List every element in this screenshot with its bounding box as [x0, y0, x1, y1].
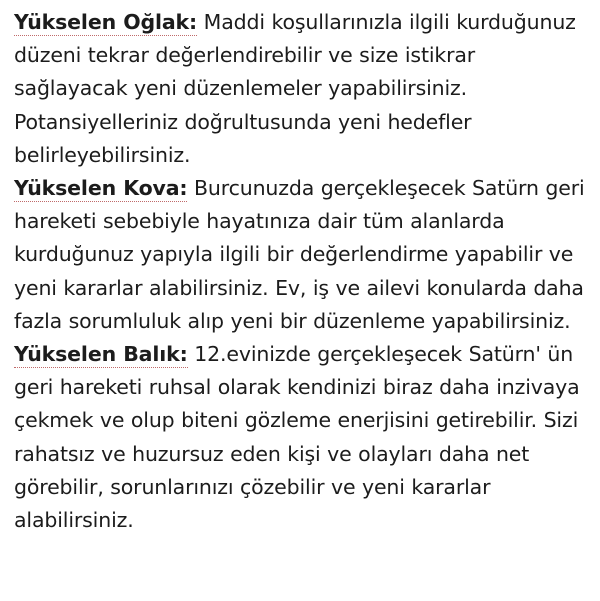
paragraph-heading-aquarius: Yükselen Kova: [14, 176, 188, 201]
paragraph-body-capricorn: Maddi koşullarınızla ilgili kurduğunuz düzeni tekrar değerlendirebilir ve size istikrar sağlayacak yeni düzenlemeler yapabilirsiniz. Potansiyelleriniz doğrultusunda yeni hedefler belirleyebilirsiniz. [14, 10, 576, 167]
paragraph-heading-pisces: Yükselen Balık: [14, 342, 188, 367]
paragraph-body-pisces: 12.evinizde gerçekleşecek Satürn' ün geri hareketi ruhsal olarak kendinizi biraz daha inzivaya çekmek ve olup biteni gözleme enerjisini getirebilir. Sizi rahatsız ve huzursuz eden kişi ve olayları daha net görebilir, sorunlarınızı çözebilir ve yeni kararlar alabilirsiniz. [14, 342, 580, 533]
paragraph-body-aquarius: Burcunuzda gerçekleşecek Satürn geri hareketi sebebiyle hayatınıza dair tüm alanlarda kurduğunuz yapıyla ilgili bir değerlendirme yapabilir ve yeni kararlar alabilirsiniz. Ev, iş ve ailevi konularda daha fazla sorumluluk alıp yeni bir düzenleme yapabilirsiniz. [14, 176, 585, 333]
paragraph-heading-capricorn: Yükselen Oğlak: [14, 10, 198, 34]
paragraph-capricorn [14, 6, 586, 172]
paragraph-aquarius [14, 172, 586, 338]
paragraph-pisces [14, 338, 586, 537]
